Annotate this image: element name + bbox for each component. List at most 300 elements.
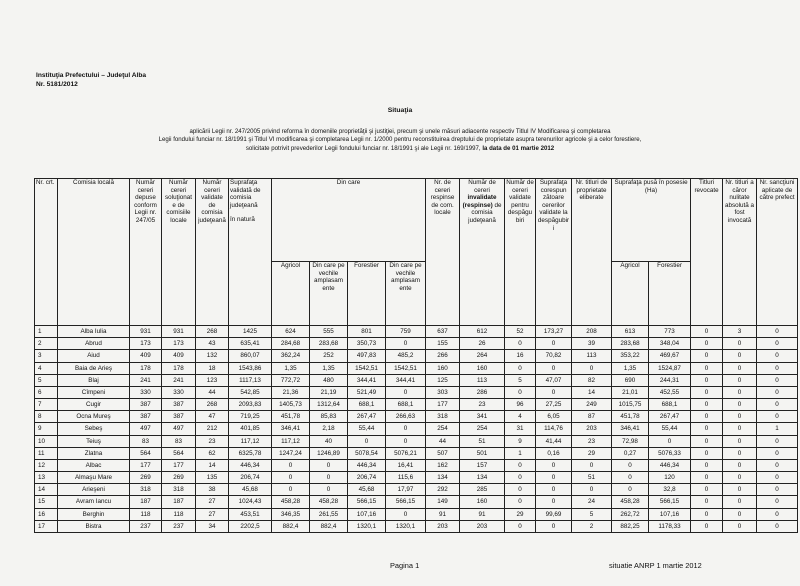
document-title: Situaţia [387,107,413,114]
cell-comisia: Almaşu Mare [58,472,130,484]
cell-solutionate: 269 [162,472,196,484]
cell-posesie-forestier: 348,04 [649,338,691,350]
cell-respinse-com: 507 [426,447,460,459]
cell-suprafata-despagubiri: 0 [536,362,572,374]
cell-depuse: 387 [130,399,162,411]
cell-revocate: 0 [691,362,723,374]
cell-posesie-agricol: 690 [612,374,649,386]
cell-comisia: Abrud [58,338,130,350]
header-titluri: Nr. titluri de proprietate eliberate [572,179,612,326]
cell-comisia: Bistra [58,520,130,532]
cell-forestier-vechi: 566,15 [386,496,426,508]
subtitle-line-3-text: solicitate potrivit prevederilor Legii fondului funciar nr. 18/1991 şi ale Legii nr. 169/1997, [245,145,481,152]
cell-agricol-vechi: 882,4 [310,520,348,532]
cell-despagubiri: 4 [505,411,536,423]
cell-invalidate: 23 [460,399,505,411]
cell-posesie-agricol: 283,68 [612,338,649,350]
cell-revocate: 0 [691,447,723,459]
cell-posesie-forestier: 5076,33 [649,447,691,459]
table-header [35,179,798,326]
cell-revocate: 0 [691,508,723,520]
cell-agricol-vechi: 1312,64 [310,399,348,411]
cell-validate: 268 [196,326,229,338]
cell-validate: 23 [196,435,229,447]
cell-agricol-vechi: 261,55 [310,508,348,520]
cell-suprafata-despagubiri: 47,07 [536,374,572,386]
cell-despagubiri: 0 [505,362,536,374]
cell-revocate: 0 [691,411,723,423]
cell-posesie-agricol: 0,27 [612,447,649,459]
cell-invalidate: 286 [460,386,505,398]
cell-agricol: 362,24 [272,350,310,362]
cell-suprafata: 2202,5 [229,520,272,532]
cell-suprafata-despagubiri: 27,25 [536,399,572,411]
cell-titluri: 23 [572,435,612,447]
cell-posesie-agricol: 458,28 [612,496,649,508]
cell-validate: 34 [196,520,229,532]
cell-nulitate: 0 [723,423,757,435]
cell-solutionate: 173 [162,338,196,350]
cell-revocate: 0 [691,338,723,350]
cell-respinse-com: 292 [426,484,460,496]
cell-nulitate: 0 [723,447,757,459]
cell-posesie-forestier: 773 [649,326,691,338]
cell-suprafata: 1543,86 [229,362,272,374]
cell-nulitate: 0 [723,508,757,520]
cell-invalidate: 134 [460,472,505,484]
cell-respinse-com: 254 [426,423,460,435]
cell-revocate: 0 [691,423,723,435]
header-posesie: Suprafaţa pusă în posesie (Ha) [612,179,691,262]
cell-sanctiuni: 0 [757,399,798,411]
cell-titluri: 82 [572,374,612,386]
cell-agricol-vechi: 283,68 [310,338,348,350]
cell-validate: 38 [196,484,229,496]
cell-depuse: 83 [130,435,162,447]
cell-suprafata: 860,07 [229,350,272,362]
table-row [35,508,798,520]
cell-solutionate: 931 [162,326,196,338]
cell-comisia: Berghin [58,508,130,520]
cell-comisia: Baia de Arieş [58,362,130,374]
cell-nr: 11 [35,447,58,459]
cell-nr: 3 [35,350,58,362]
cell-solutionate: 177 [162,459,196,471]
cell-depuse: 497 [130,423,162,435]
cell-nulitate: 0 [723,374,757,386]
cell-validate: 14 [196,459,229,471]
cell-validate: 268 [196,399,229,411]
cell-depuse: 564 [130,447,162,459]
cell-sanctiuni: 0 [757,472,798,484]
header-validate: Număr cereri validate de comisia judeţeană [196,179,229,326]
cell-agricol: 346,41 [272,423,310,435]
header-sanctiuni: Nr. sancţiuni aplicate de către prefect [757,179,798,326]
cell-nr: 9 [35,423,58,435]
cell-forestier-vechi: 5076,21 [386,447,426,459]
table-row [35,338,798,350]
cell-revocate: 0 [691,484,723,496]
cell-respinse-com: 266 [426,350,460,362]
cell-despagubiri: 1 [505,447,536,459]
cell-suprafata: 6325,78 [229,447,272,459]
cell-forestier-vechi: 0 [386,386,426,398]
cell-nr: 5 [35,374,58,386]
cell-suprafata: 206,74 [229,472,272,484]
cell-agricol: 1,35 [272,362,310,374]
header-nulitate: Nr. titluri a căror nulitate absolută a fost invocată [723,179,757,326]
header-nr: Nr. crt. [35,179,58,326]
header-suprafata-despagubiri: Suprafaţa corespun zătoare cererilor validate la despăgubir i [536,179,572,326]
cell-respinse-com: 91 [426,508,460,520]
cell-nr: 2 [35,338,58,350]
cell-forestier-vechi: 115,6 [386,472,426,484]
cell-suprafata-despagubiri: 70,82 [536,350,572,362]
cell-validate: 43 [196,338,229,350]
cell-nulitate: 0 [723,435,757,447]
cell-sanctiuni: 0 [757,484,798,496]
table-row [35,496,798,508]
header-din-care: Din care [272,179,426,262]
cell-posesie-agricol: 1015,75 [612,399,649,411]
cell-forestier: 45,68 [348,484,386,496]
cell-depuse: 237 [130,520,162,532]
cell-despagubiri: 29 [505,508,536,520]
cell-respinse-com: 203 [426,520,460,532]
cell-comisia: Avram Iancu [58,496,130,508]
cell-revocate: 0 [691,326,723,338]
cell-nulitate: 0 [723,484,757,496]
cell-forestier-vechi: 0 [386,423,426,435]
cell-forestier: 350,73 [348,338,386,350]
header-depuse: Număr cereri depuse conform Legii nr. 247/05 [130,179,162,326]
cell-titluri: 39 [572,338,612,350]
table-row [35,459,798,471]
cell-despagubiri: 96 [505,399,536,411]
footer-source: situatie ANRP 1 martie 2012 [609,561,702,570]
cell-respinse-com: 162 [426,459,460,471]
table-row [35,411,798,423]
institution-name: Instituţia Prefectului – Judeţul Alba [36,72,147,79]
cell-depuse: 330 [130,386,162,398]
cell-nulitate: 0 [723,411,757,423]
cell-posesie-forestier: 267,47 [649,411,691,423]
subtitle-date: la data de 01 martie 2012 [482,145,555,152]
cell-validate: 135 [196,472,229,484]
cell-titluri: 51 [572,472,612,484]
cell-invalidate: 341 [460,411,505,423]
table-row [35,520,798,532]
cell-suprafata-despagubiri: 0 [536,386,572,398]
cell-revocate: 0 [691,399,723,411]
cell-suprafata: 1117,13 [229,374,272,386]
cell-nulitate: 0 [723,350,757,362]
cell-nulitate: 0 [723,459,757,471]
cell-posesie-agricol: 353,22 [612,350,649,362]
cell-validate: 27 [196,508,229,520]
header-agricol-vechi: Din care pe vechile amplasam ente [310,262,348,326]
cell-agricol-vechi: 0 [310,459,348,471]
cell-invalidate: 501 [460,447,505,459]
cell-validate: 44 [196,386,229,398]
cell-despagubiri: 5 [505,374,536,386]
cell-suprafata-despagubiri: 114,76 [536,423,572,435]
cell-posesie-forestier: 0 [649,435,691,447]
cell-forestier-vechi: 485,2 [386,350,426,362]
cell-nr: 4 [35,362,58,374]
header-posesie-agricol: Agricol [612,262,649,326]
cell-nr: 10 [35,435,58,447]
document-number: Nr. 5181/2012 [36,81,78,88]
cell-nr: 1 [35,326,58,338]
cell-suprafata-despagubiri: 0 [536,459,572,471]
cell-validate: 27 [196,496,229,508]
cell-revocate: 0 [691,386,723,398]
cell-posesie-forestier: 688,1 [649,399,691,411]
cell-revocate: 0 [691,435,723,447]
cell-solutionate: 564 [162,447,196,459]
cell-agricol: 21,36 [272,386,310,398]
cell-suprafata: 1425 [229,326,272,338]
cell-nr: 13 [35,472,58,484]
header-suprafata [229,179,272,326]
table-row [35,374,798,386]
cell-sanctiuni: 0 [757,350,798,362]
cell-nr: 15 [35,496,58,508]
cell-solutionate: 178 [162,362,196,374]
cell-titluri: 29 [572,447,612,459]
cell-invalidate: 26 [460,338,505,350]
cell-comisia: Ocna Mureş [58,411,130,423]
subtitle-line-3 [0,145,800,153]
cell-agricol: 882,4 [272,520,310,532]
cell-forestier-vechi: 0 [386,435,426,447]
cell-depuse: 269 [130,472,162,484]
cell-forestier: 688,1 [348,399,386,411]
cell-forestier-vechi: 759 [386,326,426,338]
cell-forestier: 267,47 [348,411,386,423]
cell-comisia: Arieşeni [58,484,130,496]
cell-nulitate: 0 [723,386,757,398]
cell-posesie-forestier: 1524,87 [649,362,691,374]
cell-sanctiuni: 0 [757,508,798,520]
cell-respinse-com: 160 [426,362,460,374]
cell-agricol: 346,35 [272,508,310,520]
cell-agricol-vechi: 480 [310,374,348,386]
cell-forestier-vechi: 0 [386,338,426,350]
cell-validate: 62 [196,447,229,459]
cell-revocate: 0 [691,459,723,471]
cell-sanctiuni: 0 [757,338,798,350]
cell-solutionate: 387 [162,399,196,411]
header-suprafata-label: Suprafaţa validată de comisia judeţeană [230,179,261,209]
cell-solutionate: 330 [162,386,196,398]
cell-solutionate: 237 [162,520,196,532]
cell-posesie-forestier: 1178,33 [649,520,691,532]
cell-agricol-vechi: 458,28 [310,496,348,508]
cell-agricol-vechi: 1,35 [310,362,348,374]
cell-posesie-forestier: 446,34 [649,459,691,471]
cell-agricol-vechi: 40 [310,435,348,447]
cell-forestier-vechi: 16,41 [386,459,426,471]
cell-titluri: 113 [572,350,612,362]
cell-comisia: Zlatna [58,447,130,459]
cell-invalidate: 51 [460,435,505,447]
cell-agricol: 117,12 [272,435,310,447]
cell-despagubiri: 52 [505,326,536,338]
cell-depuse: 177 [130,459,162,471]
cell-forestier-vechi: 17,97 [386,484,426,496]
cell-agricol-vechi: 85,83 [310,411,348,423]
cell-sanctiuni: 0 [757,496,798,508]
cell-titluri: 0 [572,362,612,374]
cell-nulitate: 0 [723,362,757,374]
cell-sanctiuni: 0 [757,447,798,459]
cell-agricol-vechi: 0 [310,484,348,496]
table-row [35,350,798,362]
cell-posesie-forestier: 452,55 [649,386,691,398]
cell-sanctiuni: 0 [757,374,798,386]
cell-nr: 17 [35,520,58,532]
cell-agricol: 0 [272,484,310,496]
subtitle-line-2: Legii fondului funciar nr. 18/1991 şi Titlul VI modificarea şi completarea Legii nr. 1/2000 pentru reconstituirea dreptului de proprietate asupra terenurilor agricole şi a celor forestiere, [158,136,642,143]
cell-sanctiuni: 0 [757,326,798,338]
cell-despagubiri: 9 [505,435,536,447]
cell-comisia: Aiud [58,350,130,362]
cell-titluri: 249 [572,399,612,411]
cell-solutionate: 241 [162,374,196,386]
cell-titluri: 208 [572,326,612,338]
cell-agricol-vechi: 2,18 [310,423,348,435]
cell-agricol-vechi: 252 [310,350,348,362]
cell-nulitate: 0 [723,399,757,411]
cell-forestier-vechi: 688,1 [386,399,426,411]
cell-despagubiri: 0 [505,472,536,484]
cell-nulitate: 0 [723,338,757,350]
cell-forestier: 1542,51 [348,362,386,374]
cell-comisia: Alba Iulia [58,326,130,338]
cell-agricol: 451,78 [272,411,310,423]
cell-respinse-com: 155 [426,338,460,350]
header-despagubiri: Număr de cereri validate pentru despăgu biri [505,179,536,326]
header-in-natura: în natură [230,216,255,224]
cell-nr: 7 [35,399,58,411]
cell-invalidate: 285 [460,484,505,496]
cell-depuse: 931 [130,326,162,338]
cell-forestier: 446,34 [348,459,386,471]
cell-despagubiri: 0 [505,338,536,350]
header-forestier: Forestier [348,262,386,326]
cell-nulitate: 0 [723,520,757,532]
cell-invalidate: 612 [460,326,505,338]
cell-solutionate: 187 [162,496,196,508]
cell-posesie-agricol: 613 [612,326,649,338]
cell-posesie-agricol: 72,98 [612,435,649,447]
cell-agricol-vechi: 0 [310,472,348,484]
cell-titluri: 203 [572,423,612,435]
cell-comisia: Albac [58,459,130,471]
header-agricol: Agricol [272,262,310,326]
header-invalidate-c: de comisia judeţeană [468,201,502,224]
cell-despagubiri: 0 [505,484,536,496]
cell-revocate: 0 [691,374,723,386]
cell-suprafata-despagubiri: 41,44 [536,435,572,447]
cell-nr: 8 [35,411,58,423]
cell-suprafata-despagubiri: 0 [536,472,572,484]
cell-respinse-com: 637 [426,326,460,338]
cell-comisia: Blaj [58,374,130,386]
cell-posesie-forestier: 566,15 [649,496,691,508]
cell-solutionate: 497 [162,423,196,435]
cell-nr: 14 [35,484,58,496]
cell-forestier: 801 [348,326,386,338]
cell-forestier: 497,83 [348,350,386,362]
cell-validate: 47 [196,411,229,423]
cell-invalidate: 264 [460,350,505,362]
cell-agricol-vechi: 555 [310,326,348,338]
cell-validate: 132 [196,350,229,362]
cell-suprafata-despagubiri: 99,69 [536,508,572,520]
cell-forestier: 5078,54 [348,447,386,459]
cell-titluri: 87 [572,411,612,423]
cell-suprafata-despagubiri: 0 [536,484,572,496]
cell-posesie-agricol: 0 [612,484,649,496]
header-invalidate-b: invalidate (respinse) [462,194,497,209]
cell-despagubiri: 0 [505,520,536,532]
cell-nr: 12 [35,459,58,471]
cell-nr: 16 [35,508,58,520]
cell-invalidate: 91 [460,508,505,520]
cell-agricol: 284,68 [272,338,310,350]
table-row [35,472,798,484]
cell-suprafata: 2093,83 [229,399,272,411]
cell-validate: 18 [196,362,229,374]
cell-validate: 123 [196,374,229,386]
cell-solutionate: 118 [162,508,196,520]
cell-posesie-agricol: 1,35 [612,362,649,374]
cell-solutionate: 318 [162,484,196,496]
cell-forestier-vechi: 1542,51 [386,362,426,374]
cell-suprafata-despagubiri: 0 [536,520,572,532]
cell-agricol: 458,28 [272,496,310,508]
table-row [35,326,798,338]
header-posesie-forestier: Forestier [649,262,691,326]
cell-invalidate: 113 [460,374,505,386]
table-row [35,399,798,411]
cell-validate: 212 [196,423,229,435]
cell-invalidate: 160 [460,362,505,374]
cell-respinse-com: 303 [426,386,460,398]
cell-sanctiuni: 0 [757,435,798,447]
cell-posesie-agricol: 0 [612,472,649,484]
cell-despagubiri: 0 [505,496,536,508]
cell-suprafata: 117,12 [229,435,272,447]
cell-despagubiri: 16 [505,350,536,362]
cell-invalidate: 160 [460,496,505,508]
cell-revocate: 0 [691,496,723,508]
cell-comisia: Teiuş [58,435,130,447]
header-invalidate-a: Număr de cereri [468,179,496,194]
cell-suprafata: 542,85 [229,386,272,398]
header-comisia: Comisia locală [58,179,130,326]
cell-titluri: 0 [572,484,612,496]
cell-sanctiuni: 0 [757,520,798,532]
cell-agricol: 1405,73 [272,399,310,411]
table-row [35,362,798,374]
cell-respinse-com: 125 [426,374,460,386]
cell-posesie-agricol: 882,25 [612,520,649,532]
cell-suprafata-despagubiri: 0,16 [536,447,572,459]
